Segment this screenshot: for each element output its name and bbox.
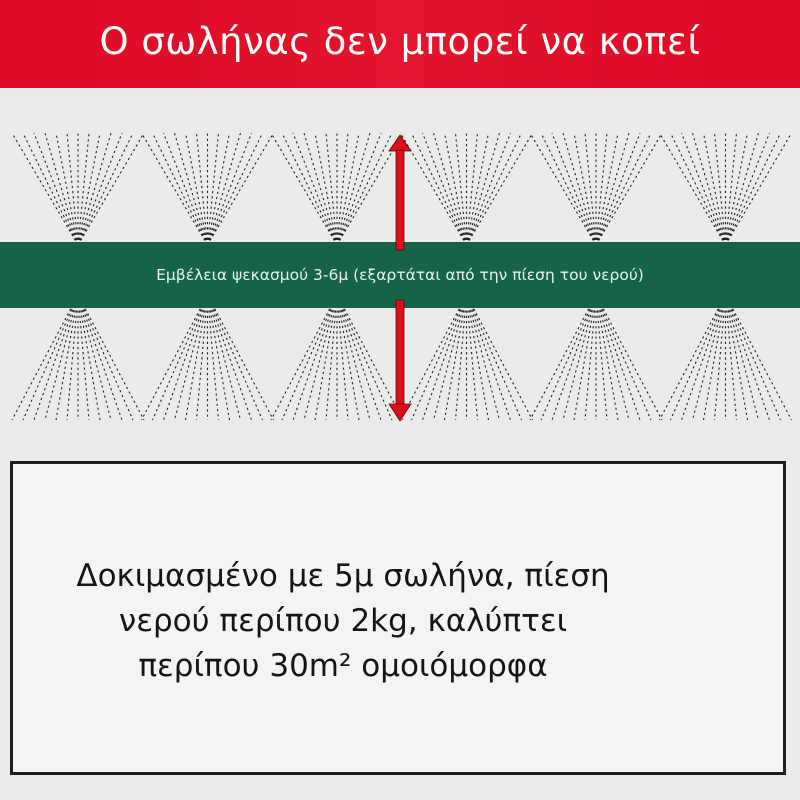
info-line: νερού περίπου 2kg, καλύπτει — [118, 603, 568, 639]
banner-title: Ο σωλήνας δεν μπορεί να κοπεί — [99, 19, 701, 63]
arrow-shaft-lower — [396, 300, 404, 405]
test-info-box — [10, 461, 786, 775]
spray-range-label: Εμβέλεια ψεκασμού 3-6μ (εξαρτάται από την πίεση του νερού) — [156, 266, 644, 284]
info-line: περίπου 30m² ομοιόμορφα — [138, 648, 548, 684]
arrow-head-up — [389, 135, 411, 151]
arrow-head-down — [389, 404, 411, 421]
arrow-shaft-upper — [396, 150, 404, 250]
test-info-text — [13, 554, 673, 689]
title-banner — [0, 0, 800, 88]
info-line: Δοκιμασμένο με 5μ σωλήνα, πίεση — [76, 558, 610, 594]
range-arrow — [0, 95, 800, 440]
spray-diagram — [0, 95, 800, 440]
